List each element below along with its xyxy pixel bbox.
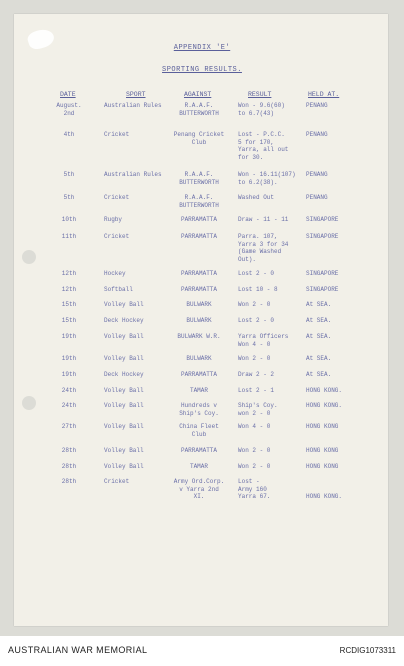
cell-date: 15th xyxy=(61,301,77,308)
cell-held-at: HONG KONG xyxy=(306,463,339,470)
cell-result: Parra. 107, Yarra 3 for 34 (Game Washed Out). xyxy=(238,233,289,263)
cell-against: PARRAMATTA xyxy=(180,216,217,223)
header-against: AGAINST xyxy=(184,91,212,98)
cell-result: Won 2 - 0 xyxy=(238,301,271,308)
cell-against: PARRAMATTA xyxy=(180,371,217,378)
cell-date: 19th xyxy=(61,371,77,378)
cell-sport: Volley Ball xyxy=(104,333,144,340)
cell-sport: Cricket xyxy=(104,194,130,201)
cell-held-at: PENANG xyxy=(306,102,328,109)
cell-against: Penang Cricket Club xyxy=(173,131,225,146)
cell-sport: Softball xyxy=(104,286,133,293)
cell-date: 15th xyxy=(61,317,77,324)
cell-result: Lost 2 - 1 xyxy=(238,387,275,394)
cell-sport: Rugby xyxy=(104,216,123,223)
cell-against: R.A.A.F. BUTTERWORTH xyxy=(179,194,219,209)
cell-against: BULWARK xyxy=(186,317,212,324)
cell-result: Lost 2 - 0 xyxy=(238,317,275,324)
cell-date: 28th xyxy=(61,478,77,485)
cell-date: 12th xyxy=(61,286,77,293)
cell-result: Yarra Officers Won 4 - 0 xyxy=(238,333,289,348)
cell-held-at: At SEA. xyxy=(306,333,332,340)
cell-date: 5th xyxy=(63,194,75,201)
cell-sport: Deck Hockey xyxy=(104,371,144,378)
cell-sport: Volley Ball xyxy=(104,402,144,409)
cell-result: Won 2 - 0 xyxy=(238,447,271,454)
cell-sport: Volley Ball xyxy=(104,301,144,308)
cell-result: Won 2 - 0 xyxy=(238,355,271,362)
cell-sport: Hockey xyxy=(104,270,126,277)
cell-date: 28th xyxy=(61,447,77,454)
cell-result: Lost 2 - 0 xyxy=(238,270,275,277)
header-date: DATE xyxy=(60,91,76,98)
cell-held-at: SINGAPORE xyxy=(306,270,339,277)
cell-against: TAMAR xyxy=(189,463,208,470)
cell-held-at: At SEA. xyxy=(306,355,332,362)
cell-date: 4th xyxy=(63,131,75,138)
cell-sport: Volley Ball xyxy=(104,355,144,362)
cell-date: 5th xyxy=(63,171,75,178)
cell-held-at: HONG KONG xyxy=(306,447,339,454)
cell-result: Lost - P.C.C. 5 for 170, Yarra, all out for 30. xyxy=(238,131,289,161)
cell-result: Lost - Army 160 Yarra 67. xyxy=(238,478,271,500)
cell-against: BULWARK W.R. xyxy=(177,333,221,340)
cell-against: R.A.A.F. BUTTERWORTH xyxy=(179,102,219,117)
cell-held-at: At SEA. xyxy=(306,317,332,324)
cell-against: PARRAMATTA xyxy=(180,286,217,293)
institution-name: AUSTRALIAN WAR MEMORIAL xyxy=(8,645,148,655)
cell-result: Draw - 11 - 11 xyxy=(238,216,289,223)
cell-against: PARRAMATTA xyxy=(180,233,217,240)
cell-held-at: SINGAPORE xyxy=(306,233,339,240)
cell-sport: Cricket xyxy=(104,478,130,485)
cell-held-at: At SEA. xyxy=(306,371,332,378)
cell-result: Won 4 - 0 xyxy=(238,423,271,430)
header-result: RESULT xyxy=(248,91,272,98)
cell-sport: Volley Ball xyxy=(104,463,144,470)
appendix-label: APPENDIX 'E' xyxy=(173,44,231,52)
cell-date: August. 2nd xyxy=(56,102,82,117)
cell-result: Washed Out xyxy=(238,194,275,201)
cell-against: BULWARK xyxy=(186,301,212,308)
cell-held-at: SINGAPORE xyxy=(306,216,339,223)
cell-against: TAMAR xyxy=(189,387,208,394)
cell-sport: Volley Ball xyxy=(104,447,144,454)
cell-date: 12th xyxy=(61,270,77,277)
cell-date: 19th xyxy=(61,333,77,340)
cell-held-at: HONG KONG xyxy=(306,423,339,430)
cell-result: Won - 9.6(60) to 6.7(43) xyxy=(238,102,285,117)
cell-result: Won 2 - 0 xyxy=(238,463,271,470)
cell-date: 19th xyxy=(61,355,77,362)
cell-held-at: At SEA. xyxy=(306,301,332,308)
cell-held-at: HONG KONG. xyxy=(306,402,343,409)
cell-against: Hundreds v Ship's Coy. xyxy=(179,402,219,417)
footer-bar xyxy=(0,636,404,666)
cell-sport: Cricket xyxy=(104,131,130,138)
cell-held-at: PENANG xyxy=(306,171,328,178)
punch-hole-top xyxy=(22,250,36,264)
cell-date: 24th xyxy=(61,402,77,409)
cell-sport: Cricket xyxy=(104,233,130,240)
cell-date: 10th xyxy=(61,216,77,223)
cell-against: China Fleet Club xyxy=(179,423,219,438)
cell-held-at: PENANG xyxy=(306,194,328,201)
cell-against: BULWARK xyxy=(186,355,212,362)
cell-sport: Australian Rules xyxy=(104,102,162,109)
cell-sport: Deck Hockey xyxy=(104,317,144,324)
cell-held-at: HONG KONG. xyxy=(306,493,343,500)
cell-result: Lost 10 - 8 xyxy=(238,286,278,293)
header-sport: SPORT xyxy=(126,91,146,98)
cell-date: 24th xyxy=(61,387,77,394)
cell-held-at: PENANG xyxy=(306,131,328,138)
header-held-at: HELD AT. xyxy=(308,91,340,98)
reference-number: RCDIG1073311 xyxy=(339,646,396,655)
cell-against: PARRAMATTA xyxy=(180,447,217,454)
cell-date: 27th xyxy=(61,423,77,430)
cell-against: R.A.A.F. BUTTERWORTH xyxy=(179,171,219,186)
cell-held-at: SINGAPORE xyxy=(306,286,339,293)
cell-sport: Volley Ball xyxy=(104,423,144,430)
cell-sport: Australian Rules xyxy=(104,171,162,178)
cell-result: Ship's Coy. won 2 - 0 xyxy=(238,402,278,417)
cell-sport: Volley Ball xyxy=(104,387,144,394)
cell-against: Army Ord.Corp. v Yarra 2nd XI. xyxy=(173,478,225,500)
cell-held-at: HONG KONG. xyxy=(306,387,343,394)
document-title: SPORTING RESULTS. xyxy=(162,66,242,74)
punch-hole-bottom xyxy=(22,396,36,410)
cell-date: 28th xyxy=(61,463,77,470)
cell-date: 11th xyxy=(61,233,77,240)
cell-against: PARRAMATTA xyxy=(180,270,217,277)
cell-result: Won - 16.11(107) to 6.2(38). xyxy=(238,171,296,186)
cell-result: Draw 2 - 2 xyxy=(238,371,275,378)
